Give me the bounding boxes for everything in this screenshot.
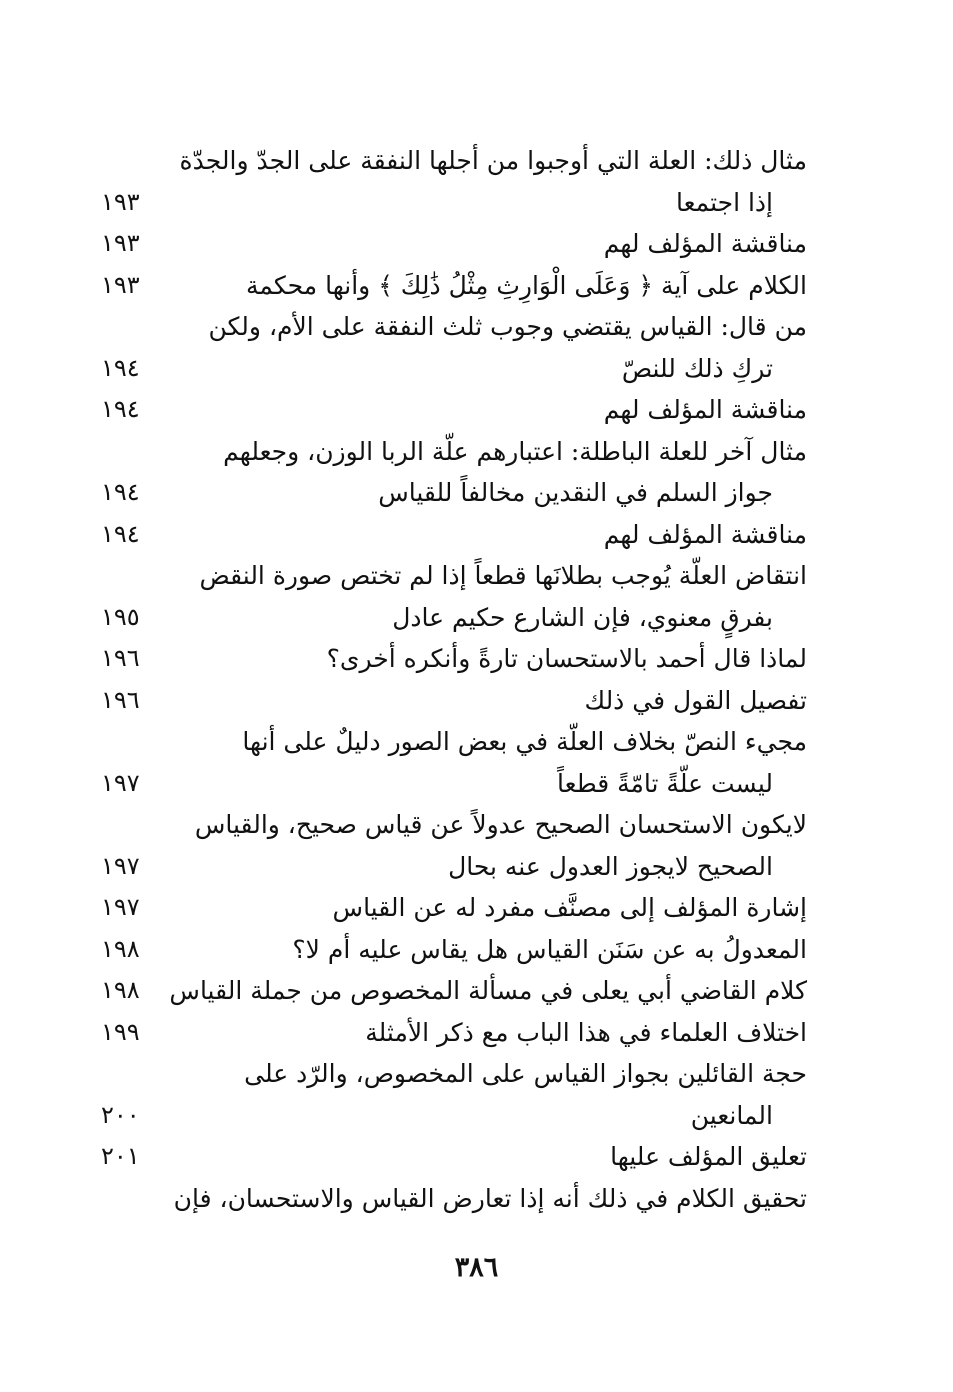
toc-entry-continuation [95,597,807,639]
toc-entry [95,680,807,722]
toc-entry-text: المعدولُ به عن سَنَن القياس هل يقاس عليه أم لا؟ [292,934,807,964]
toc-entry-text: كلام القاضي أبي يعلى في مسألة المخصوص من جملة القياس [169,976,807,1005]
toc-entry-text: من قال: القياس يقتضي وجوب ثلث النفقة على الأم، ولكن [208,312,807,341]
toc-entry-page: ١٩٧ [101,893,140,921]
table-of-contents [95,140,807,1219]
toc-entry [95,555,807,597]
toc-entry [95,1178,807,1220]
toc-entry-page: ١٩٧ [101,768,140,797]
toc-entry-text: الكلام على آية ﴿ وَعَلَى الْوَارِثِ مِثْلُ ذَٰلِكَ ﴾ وأنها محكمة [246,270,807,300]
toc-entry-page: ١٩٣ [101,270,140,299]
toc-entry-page: ٢٠٠ [101,1100,140,1129]
toc-entry-text: لماذا قال أحمد بالاستحسان تارةً وأنكره أخرى؟ [326,644,807,673]
toc-entry-page: ٢٠١ [101,1142,140,1170]
toc-entry-text: تركِ ذلك للنصّ [621,353,773,383]
toc-entry [95,804,807,846]
toc-entry-text: مناقشة المؤلف لهم [603,229,807,258]
toc-entry-page: ١٩٣ [101,187,140,216]
toc-entry-page: ١٩٤ [101,519,140,548]
toc-entry-text: حجة القائلين بجواز القياس على المخصوص، والرّد على [244,1059,807,1088]
toc-entry [95,1012,807,1054]
toc-entry [95,389,807,431]
toc-entry [95,638,807,680]
toc-entry-continuation [95,1095,807,1137]
toc-entry-page: ١٩٤ [101,353,140,382]
toc-entry-continuation [95,348,807,390]
toc-entry [95,140,807,182]
toc-entry-continuation [95,182,807,224]
toc-entry-page: ١٩٦ [101,685,140,714]
toc-entry-page: ١٩٩ [101,1017,140,1046]
toc-entry-text: مناقشة المؤلف لهم [603,395,807,424]
toc-entry-text: بفرقٍ معنوي، فإن الشارع حكيم عادل [392,602,773,632]
toc-entry [95,223,807,265]
toc-entry-text: إشارة المؤلف إلى مصنَّف مفرد له عن القياس [332,893,807,922]
toc-entry-text: مجيء النصّ بخلاف العلّة في بعض الصور دليلٌ على أنها [242,727,807,756]
toc-entry-text: المانعين [690,1100,773,1130]
toc-entry [95,1136,807,1178]
toc-entry-page: ١٩٦ [101,644,140,672]
toc-entry [95,721,807,763]
toc-entry-text: جواز السلم في النقدين مخالفاً للقياس [378,478,773,507]
toc-entry-page: ١٩٤ [101,478,140,506]
toc-entry-text: الصحيح لايجوز العدول عنه بحال [448,851,773,881]
toc-entry-text: تحقيق الكلام في ذلك أنه إذا تعارض القياس والاستحسان، فإن [173,1183,807,1213]
toc-entry-text: مثال آخر للعلة الباطلة: اعتبارهم علّة الربا الوزن، وجعلهم [223,436,807,466]
toc-entry-page: ١٩٧ [101,851,140,880]
toc-entry-continuation [95,763,807,805]
toc-entry-page: ١٩٣ [101,229,140,257]
toc-entry-continuation [95,472,807,514]
toc-entry [95,431,807,473]
page-number: ٣٨٦ [454,1252,499,1283]
toc-entry [95,265,807,307]
toc-entry-text: إذا اجتمعا [675,187,773,217]
toc-entry [95,970,807,1012]
toc-entry-page: ١٩٤ [101,395,140,423]
toc-entry-text: تفصيل القول في ذلك [584,685,807,715]
toc-entry-text: اختلاف العلماء في هذا الباب مع ذكر الأمثلة [365,1017,807,1047]
toc-entry-text: مثال ذلك: العلة التي أوجبوا من أجلها النفقة على الجدّ والجدّة [179,146,807,175]
toc-entry [95,514,807,556]
toc-entry-page: ١٩٥ [101,602,140,631]
toc-entry-text: لايكون الاستحسان الصحيح عدولاً عن قياس صحيح، والقياس [194,810,807,839]
toc-entry-text: تعليق المؤلف عليها [610,1142,807,1171]
toc-entry-text: مناقشة المؤلف لهم [603,519,807,549]
toc-entry-page: ١٩٨ [101,934,140,963]
toc-entry-text: ليست علّةً تامّةً قطعاً [557,768,773,798]
toc-entry-continuation [95,846,807,888]
toc-entry-text: انتقاض العلّة يُوجب بطلانَها قطعاً إذا لم تختص صورة النقض [199,561,807,590]
toc-entry [95,1053,807,1095]
toc-entry [95,306,807,348]
toc-entry-page: ١٩٨ [101,976,140,1004]
toc-entry [95,929,807,971]
toc-entry [95,887,807,929]
